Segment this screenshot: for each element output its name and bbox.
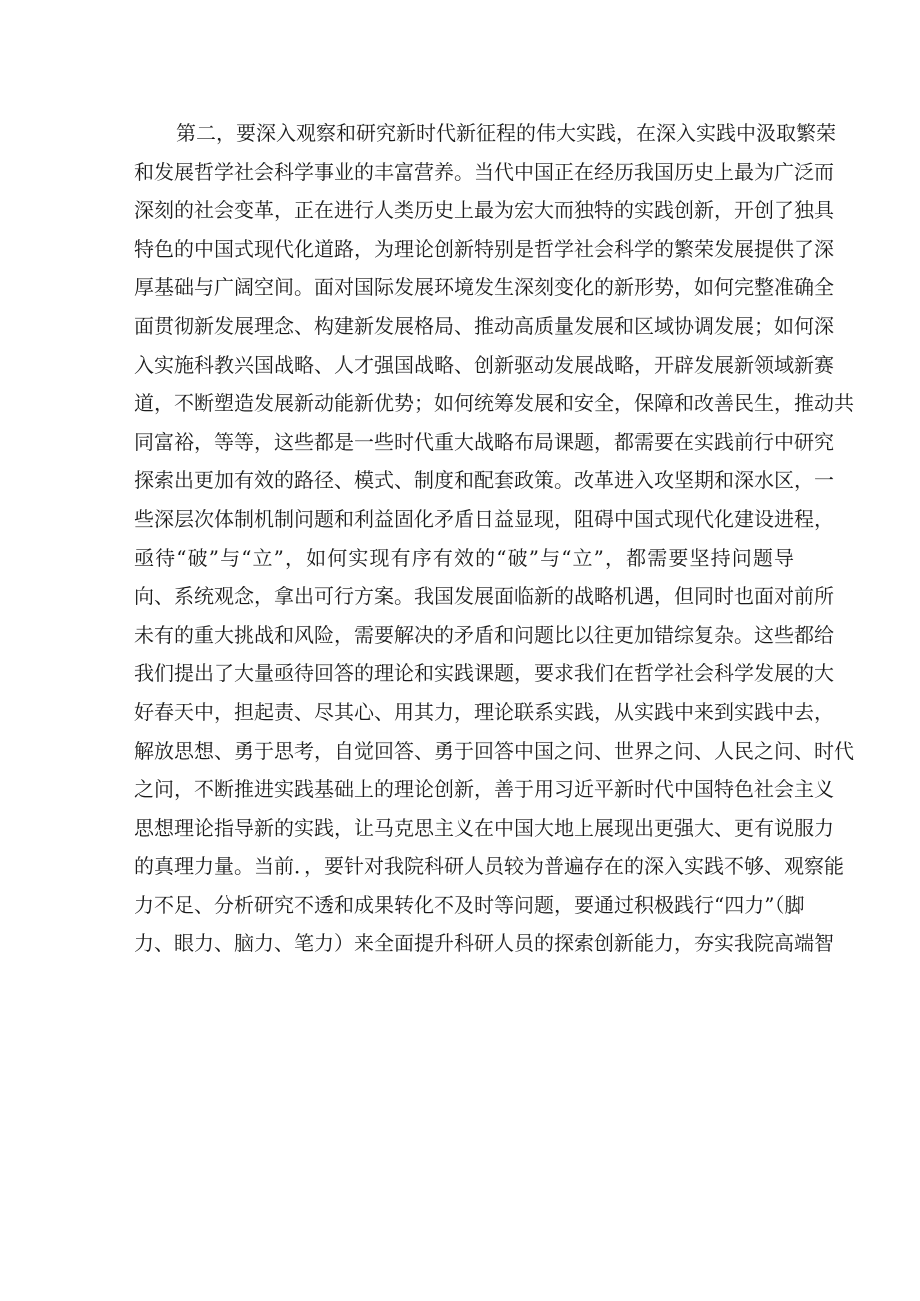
paragraph-line: 之问，不断推进实践基础上的理论创新，善于用习近平新时代中国特色社会主义: [134, 777, 834, 802]
paragraph-line: 道，不断塑造发展新动能新优势；如何统筹发展和安全，保障和改善民生，推动共: [134, 391, 854, 416]
paragraph-line: 好春天中，担起责、尽其心、用其力，理论联系实践，从实践中来到实践中去，: [134, 699, 834, 724]
paragraph-line: 面贯彻新发展理念、构建新发展格局、推动高质量发展和区域协调发展；如何深: [134, 313, 834, 338]
paragraph-line: 未有的重大挑战和风险，需要解决的矛盾和问题比以往更加错综复杂。这些都给: [134, 622, 834, 647]
paragraph-line: 特色的中国式现代化道路，为理论创新特别是哲学社会科学的繁荣发展提供了深: [134, 236, 834, 261]
paragraph-line: 思想理论指导新的实践，让马克思主义在中国大地上展现出更强大、更有说服力: [134, 815, 834, 840]
paragraph-line: 解放思想、勇于思考，自觉回答、勇于回答中国之问、世界之问、人民之问、时代: [134, 738, 854, 763]
paragraph-line: 亟待“破”与“立”，如何实现有序有效的“破”与“立”，都需要坚持问题导: [134, 545, 794, 570]
paragraph-line: 入实施科教兴国战略、人才强国战略、创新驱动发展战略，开辟发展新领域新赛: [134, 352, 834, 377]
paragraph-line: 同富裕，等等，这些都是一些时代重大战略布局课题，都需要在实践前行中研究: [134, 429, 834, 454]
paragraph-line: 向、系统观念，拿出可行方案。我国发展面临新的战略机遇，但同时也面对前所: [134, 584, 834, 609]
paragraph-line: 的真理力量。当前．，要针对我院科研人员较为普遍存在的深入实践不够、观察能: [134, 854, 844, 879]
body-paragraph: [134, 114, 854, 963]
paragraph-line: 力、眼力、脑力、笔力）来全面提升科研人员的探索创新能力，夯实我院高端智: [134, 931, 834, 956]
paragraph-line: 深刻的社会变革，正在进行人类历史上最为宏大而独特的实践创新，开创了独具: [134, 198, 834, 223]
paragraph-line: 我们提出了大量亟待回答的理论和实践课题，要求我们在哲学社会科学发展的大: [134, 661, 834, 686]
paragraph-line: 厚基础与广阔空间。面对国际发展环境发生深刻变化的新形势，如何完整准确全: [134, 275, 834, 300]
paragraph-line: 和发展哲学社会科学事业的丰富营养。当代中国正在经历我国历史上最为广泛而: [134, 159, 834, 184]
paragraph-line: 探索出更加有效的路径、模式、制度和配套政策。改革进入攻坚期和深水区，一: [134, 468, 834, 493]
paragraph-line: 些深层次体制机制问题和利益固化矛盾日益显现，阻碍中国式现代化建设进程，: [134, 506, 834, 531]
paragraph-line: 力不足、分析研究不透和成果转化不及时等问题，要通过积极践行“四力”（脚: [134, 892, 805, 917]
paragraph-line: 第二，要深入观察和研究新时代新征程的伟大实践，在深入实践中汲取繁荣: [176, 121, 836, 145]
